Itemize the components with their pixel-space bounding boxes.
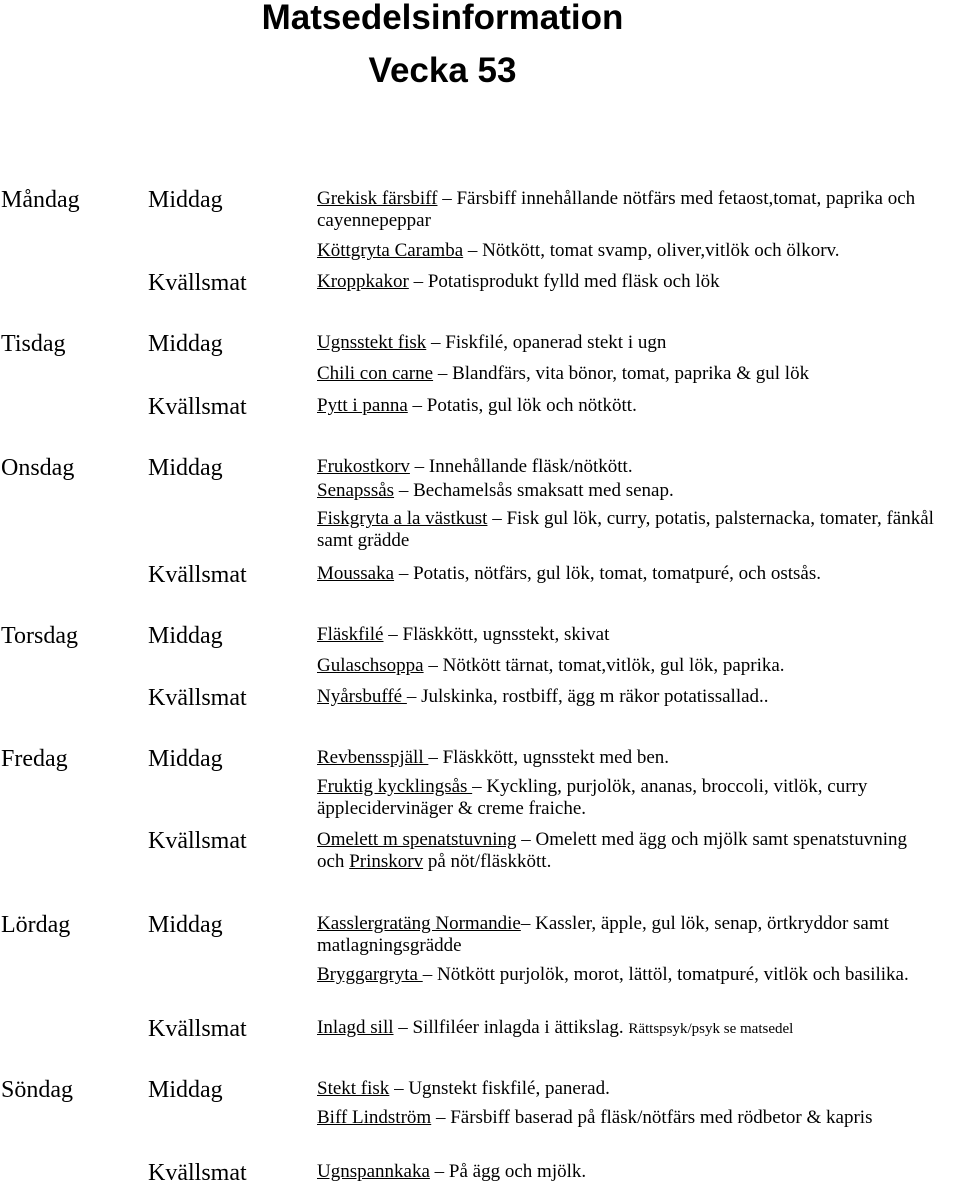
dish-description: – Sillfiléer inlagda i ättikslag. — [393, 1017, 629, 1038]
diet-note: Rättspsyk/psyk se matsedel — [628, 1021, 794, 1037]
meal-label-dinner: Kvällsmat — [148, 1160, 247, 1186]
menu-item — [317, 1107, 932, 1129]
dish-name: Fruktig kycklingsås — [317, 776, 473, 797]
dish-name: Moussaka — [317, 563, 395, 584]
dish-description: – Färsbiff innehållande nötfärs med fetaost,tomat, paprika och cayennepeppar — [317, 188, 916, 231]
dish-name: Ugnspannkaka — [317, 1161, 430, 1182]
dish-description: – Fiskfilé, opanerad stekt i ugn — [426, 332, 667, 353]
meal-label-lunch: Middag — [148, 1077, 223, 1103]
meal-label-dinner: Kvällsmat — [148, 562, 247, 588]
dish-name: Revbensspjäll — [317, 747, 429, 768]
menu-item — [317, 776, 932, 820]
dish-description: – Nötkött tärnat, tomat,vitlök, gul lök, paprika. — [423, 655, 785, 676]
dish-description: – Färsbiff baserad på fläsk/nötfärs med rödbetor & kapris — [431, 1107, 873, 1128]
meal-label-lunch: Middag — [148, 912, 223, 938]
menu-item — [317, 686, 960, 708]
dish-description: – Ugnstekt fiskfilé, panerad. — [389, 1078, 610, 1099]
menu-item — [317, 456, 960, 478]
dish-name: Kroppkakor — [317, 271, 409, 292]
meal-label-dinner: Kvällsmat — [148, 270, 247, 296]
day-thursday: Torsdag — [1, 623, 78, 649]
meal-label-lunch: Middag — [148, 331, 223, 357]
menu-item — [317, 1078, 960, 1100]
day-sunday: Söndag — [1, 1077, 73, 1103]
menu-item — [317, 508, 942, 552]
day-wednesday: Onsdag — [1, 455, 75, 481]
menu-item — [317, 563, 960, 585]
menu-item — [317, 655, 960, 677]
dish-name: Omelett m spenatstuvning — [317, 829, 517, 850]
dish-name: Senapssås — [317, 480, 395, 501]
dish-name: Kasslergratäng Normandie — [317, 913, 521, 934]
page-subtitle-week: Vecka 53 — [368, 51, 517, 90]
dish-description: – Blandfärs, vita bönor, tomat, paprika & gul lök — [433, 363, 810, 384]
dish-description: – Kassler, äpple, gul lök, senap, örtkryddor samt matlagningsgrädde — [317, 913, 889, 956]
menu-item — [317, 332, 960, 354]
menu-item — [317, 829, 907, 873]
dish-name: Bryggargryta — [317, 964, 423, 985]
dish-description: – Omelett med ägg och mjölk samt spenatstuvning och — [317, 829, 907, 872]
meal-label-dinner: Kvällsmat — [148, 1016, 247, 1042]
dish-name: Pytt i panna — [317, 395, 408, 416]
dish-name: Grekisk färsbiff — [317, 188, 438, 209]
meal-label-lunch: Middag — [148, 455, 223, 481]
dish-name: Fläskfilé — [317, 624, 384, 645]
menu-item — [317, 1161, 960, 1183]
dish-description: – Potatis, gul lök och nötkött. — [407, 395, 637, 416]
dish-description-secondary: på nöt/fläskkött. — [423, 851, 552, 872]
dish-name: Frukostkorv — [317, 456, 410, 477]
dish-description: – Julskinka, rostbiff, ägg m räkor potatissallad.. — [406, 686, 769, 707]
dish-description: – Innehållande fläsk/nötkött. — [409, 456, 633, 477]
dish-description: – Nötkött, tomat svamp, oliver,vitlök och ölkorv. — [463, 240, 840, 261]
dish-name: Gulaschsoppa — [317, 655, 424, 676]
dish-description: – Kyckling, purjolök, ananas, broccoli, vitlök, curry äpplecidervinäger & creme fraiche. — [317, 776, 868, 819]
meal-label-lunch: Middag — [148, 187, 223, 213]
meal-label-dinner: Kvällsmat — [148, 828, 247, 854]
dish-name: Nyårsbuffé — [317, 686, 407, 707]
dish-description: – Fläskkött, ugnsstekt, skivat — [383, 624, 610, 645]
day-saturday: Lördag — [1, 912, 71, 938]
meal-label-lunch: Middag — [148, 623, 223, 649]
menu-item — [317, 964, 957, 986]
dish-description: – Nötkött purjolök, morot, lättöl, tomatpuré, vitlök och basilika. — [422, 964, 909, 985]
menu-item — [317, 624, 960, 646]
dish-name-secondary: Prinskorv — [349, 851, 424, 872]
page-title: Matsedelsinformation — [261, 0, 624, 37]
menu-item — [317, 240, 960, 262]
dish-name: Stekt fisk — [317, 1078, 390, 1099]
menu-item — [317, 363, 960, 385]
dish-name: Inlagd sill — [317, 1017, 394, 1038]
dish-description: – Potatis, nötfärs, gul lök, tomat, tomatpuré, och ostsås. — [394, 563, 821, 584]
menu-item — [317, 480, 960, 502]
menu-item — [317, 1017, 960, 1040]
dish-name: Chili con carne — [317, 363, 434, 384]
day-tuesday: Tisdag — [1, 331, 66, 357]
day-monday: Måndag — [1, 187, 80, 213]
dish-description: – Bechamelsås smaksatt med senap. — [394, 480, 674, 501]
dish-name: Biff Lindström — [317, 1107, 432, 1128]
dish-description: – Fisk gul lök, curry, potatis, palsternacka, tomater, fänkål samt grädde — [317, 508, 934, 551]
menu-item — [317, 271, 960, 293]
meal-label-lunch: Middag — [148, 746, 223, 772]
meal-label-dinner: Kvällsmat — [148, 685, 247, 711]
dish-description: – På ägg och mjölk. — [429, 1161, 587, 1182]
dish-name: Fiskgryta a la västkust — [317, 508, 488, 529]
dish-description: – Fläskkött, ugnsstekt med ben. — [428, 747, 670, 768]
menu-item — [317, 913, 960, 957]
menu-item — [317, 188, 917, 232]
dish-name: Köttgryta Caramba — [317, 240, 464, 261]
dish-description: – Potatisprodukt fylld med fläsk och lök — [408, 271, 720, 292]
menu-item — [317, 395, 960, 417]
dish-name: Ugnsstekt fisk — [317, 332, 427, 353]
meal-label-dinner: Kvällsmat — [148, 394, 247, 420]
menu-item — [317, 747, 960, 769]
day-friday: Fredag — [1, 746, 68, 772]
